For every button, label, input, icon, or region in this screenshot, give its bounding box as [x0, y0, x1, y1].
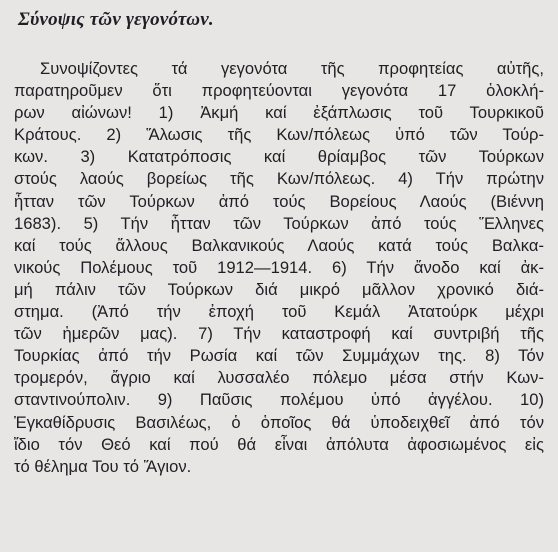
text-line: παρατηροῦμεν ὅτι προφητεύονται γεγονότα 17 ὁλοκλή-	[14, 81, 544, 101]
text-line: κων. 3) Κατατρόποσις καί θρίαμβος τῶν Τούρκων	[14, 147, 544, 167]
text-line: ρων αἰώνων! 1) Ἀκμή καί ἐξάπλωσις τοῦ Τουρκικοῦ	[14, 103, 544, 123]
text-line: στημα. (Ἀπό τήν ἐποχή τοῦ Κεμάλ Ἀτατούρκ μέχρι	[14, 302, 544, 322]
text-line: ἧτταν τῶν Τούρκων ἀπό τούς Βορείους Λαούς (Βιέννη	[14, 191, 544, 211]
text-line: Συνοψίζοντες τά γεγονότα τῆς προφητείας αὐτῆς,	[40, 59, 544, 78]
text-line: Ἐγκαθίδρυσις Βασιλέως, ὁ ὁποῖος θά ὑποδειχθεῖ ἀπό τόν	[14, 412, 544, 432]
text-line: τῶν ἡμερῶν μας). 7) Τήν καταστροφή καί συντριβή τῆς	[14, 324, 544, 344]
text-line: νικούς Πολέμους τοῦ 1912—1914. 6) Τήν ἄνοδο καί ἀκ-	[14, 257, 544, 277]
text-line: καί τούς ἄλλους Βαλκανικούς Λαούς κατά τούς Βαλκα-	[14, 235, 544, 255]
text-line: Τουρκίας ἀπό τήν Ρωσία καί τῶν Συμμάχων της. 8) Τόν	[14, 346, 544, 366]
text-line: ἴδιο τόν Θεό καί πού θά εἶναι ἀπόλυτα ἀφοσιωμένος εἰς	[14, 434, 544, 454]
text-line: 1683). 5) Τήν ἧτταν τῶν Τούρκων ἀπό τούς Ἕλληνες	[14, 213, 544, 233]
text-line: Κράτους. 2) Ἅλωσις τῆς Κων/πόλεως ὑπό τῶν Τούρ-	[14, 125, 544, 145]
section-title: Σύνοψις τῶν γεγονότων.	[18, 9, 214, 30]
text-line: τό θέλημα Του τό Ἅγιον.	[14, 456, 192, 476]
section-body	[14, 58, 544, 478]
text-line: στούς λαούς βορείως τῆς Κων/πόλεως. 4) Τήν πρώτην	[14, 169, 544, 189]
text-line: τρομερόν, ἄγριο καί λυσσαλέο πόλεμο μέσα στήν Κων-	[14, 368, 544, 388]
text-line: σταντινούπολιν. 9) Παῦσις πολέμου ὑπό ἀγγέλου. 10)	[14, 390, 544, 410]
text-line: μή πάλιν τῶν Τούρκων διά μικρό μᾶλλον χρονικό διά-	[14, 279, 544, 299]
